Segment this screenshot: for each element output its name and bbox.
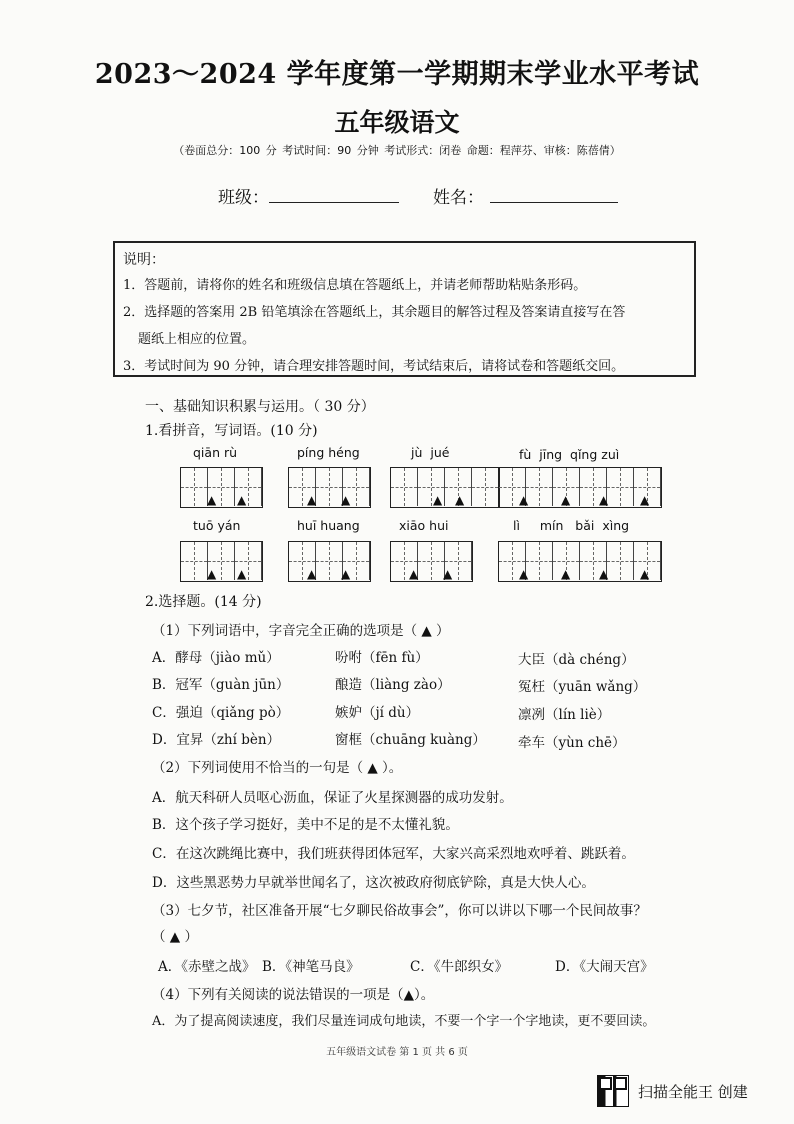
option: 大臣（dà chéng） [518,652,635,668]
option: B．冠军（guàn jūn） [152,677,290,693]
pinyin-label: xiāo hui [399,518,449,533]
triangle-marker: ▲ [561,493,571,507]
name-blank[interactable] [490,184,618,203]
pinyin-label: fù jīng qǐng zuì [519,447,620,462]
pinyin-label: lì mín bǎi xìng [513,518,630,533]
triangle-marker: ▲ [561,567,571,581]
option: 酿造（liàng zào） [335,677,451,693]
pinyin-label: huī huang [297,518,360,533]
pinyin-label: tuō yán [193,518,241,533]
option: C．强迫（qiǎng pò） [152,705,290,721]
char-grid[interactable] [180,467,263,508]
instruction-item: 2．选择题的答案用 2B 铅笔填涂在答题纸上，其余题目的解答过程及答案请直接写在答 [123,305,626,320]
triangle-marker: ▲ [409,567,419,581]
option: 吩咐（fēn fù） [335,650,429,666]
question-stem: （2）下列词使用不恰当的一句是（ ▲ ）。 [152,760,403,776]
triangle-marker: ▲ [433,493,443,507]
option: A．航天科研人员呕心沥血，保证了火星探测器的成功发射。 [152,790,513,806]
triangle-marker: ▲ [341,567,351,581]
char-grid[interactable] [288,467,371,508]
char-grid[interactable] [498,467,662,508]
instruction-item: 1．答题前，请将你的姓名和班级信息填在答题纸上，并请老师帮助粘贴条形码。 [123,278,587,293]
option: 嫉妒（jí dù） [335,705,420,721]
scanner-watermark: 扫描全能王 创建 [638,1083,748,1101]
char-grid[interactable] [498,541,662,582]
page-footer: 五年级语文试卷 第 1 页 共 6 页 [326,1047,468,1058]
triangle-marker: ▲ [640,567,650,581]
triangle-marker: ▲ [443,567,453,581]
triangle-marker: ▲ [640,493,650,507]
option: B．《神笔马良》 [262,959,360,975]
answer-paren: （ ▲ ） [152,929,198,945]
triangle-marker: ▲ [341,493,351,507]
instructions-box [113,241,696,377]
class-blank[interactable] [269,184,399,203]
exam-meta: （卷面总分：100 分 考试时间：90 分钟 考试形式：闭卷 命题：程萍芬、审核：陈蓓倩） [173,144,621,157]
qr-code-icon [597,1075,629,1107]
exam-subtitle: 五年级语文 [334,108,460,137]
pinyin-label: píng héng [297,445,360,460]
option: D．这些黑恶势力早就举世闻名了，这次被政府彻底铲除，真是大快人心。 [152,875,595,891]
instruction-item: 3．考试时间为 90 分钟，请合理安排答题时间，考试结束后，请将试卷和答题纸交回。 [123,359,625,374]
question-1-title: 1.看拼音，写词语。(10 分) [145,423,318,439]
name-label: 姓名： [433,188,484,208]
option: A．酵母（jiào mǔ） [152,650,280,666]
triangle-marker: ▲ [519,493,529,507]
instruction-item: 题纸上相应的位置。 [138,332,256,347]
option: 窗框（chuāng kuàng） [335,732,486,748]
triangle-marker: ▲ [599,493,609,507]
char-grid[interactable] [180,541,263,582]
triangle-marker: ▲ [207,493,217,507]
option: 冤枉（yuān wǎng） [518,679,647,695]
question-stem: （3）七夕节，社区准备开展“七夕聊民俗故事会”，你可以讲以下哪一个民间故事？ [152,903,647,919]
option: 凛冽（lín liè） [518,707,611,723]
char-grid[interactable] [288,541,371,582]
triangle-marker: ▲ [599,567,609,581]
char-grid[interactable] [390,541,473,582]
option: 牵车（yùn chē） [518,735,626,751]
triangle-marker: ▲ [519,567,529,581]
student-info-row [218,183,618,208]
instructions-heading: 说明： [123,252,165,268]
section-title: 一、基础知识积累与运用。（ 30 分） [145,399,375,415]
triangle-marker: ▲ [307,493,317,507]
char-grid[interactable] [390,467,500,508]
option: C．《牛郎织女》 [410,959,509,975]
triangle-marker: ▲ [237,567,247,581]
question-stem: （1）下列词语中，字音完全正确的选项是（ ▲ ） [152,623,450,639]
option: C．在这次跳绳比赛中，我们班获得团体冠军，大家兴高采烈地欢呼着、跳跃着。 [152,846,635,862]
question-2-title: 2.选择题。(14 分) [145,594,262,610]
triangle-marker: ▲ [237,493,247,507]
option: D．宜昇（zhí bèn） [152,732,281,748]
exam-title: 2023～2024 学年度第一学期期末学业水平考试 [94,59,700,90]
pinyin-label: qiān rù [193,445,238,460]
class-label: 班级： [218,188,269,208]
option: A．为了提高阅读速度，我们尽量连词成句地读，不要一个字一个字地读，更不要回读。 [152,1014,656,1029]
question-stem: （4）下列有关阅读的说法错误的一项是（▲）。 [152,987,435,1003]
option: B．这个孩子学习挺好，美中不足的是不太懂礼貌。 [152,817,459,833]
pinyin-label: jù jué [411,445,450,460]
triangle-marker: ▲ [207,567,217,581]
option: D．《大闹天宫》 [555,959,654,975]
option: A．《赤壁之战》 [158,959,256,975]
triangle-marker: ▲ [307,567,317,581]
triangle-marker: ▲ [455,493,465,507]
